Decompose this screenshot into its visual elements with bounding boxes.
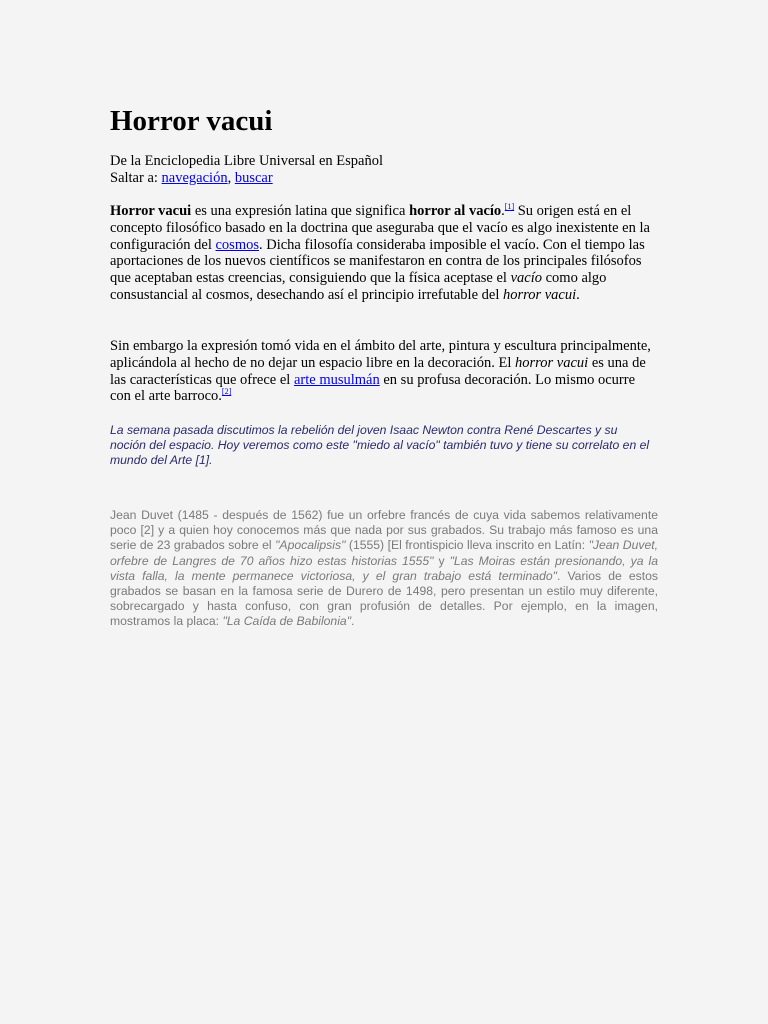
italic-quote: "Apocalipsis": [275, 538, 346, 553]
term-bold: Horror vacui: [110, 203, 192, 219]
duvet-paragraph: [110, 508, 658, 630]
italic-quote: "Las Moiras están presionando, ya la vista falla, la mente permanece victoriosa, y el gran trabajo está terminado": [110, 553, 658, 583]
reference-1: [505, 202, 514, 211]
text: .: [351, 614, 355, 629]
skip-search-link[interactable]: buscar: [234, 170, 273, 186]
text: (1555) [El frontispicio lleva inscrito en Latín:: [345, 538, 589, 553]
italic-note: La semana pasada discutimos la rebelión del joven Isaac Newton contra René Descartes y su noción del espacio. Hoy veremos como este "miedo al vacío" también tuvo y tiene su correlato en el mundo del Arte [1].: [110, 423, 650, 467]
text: en su profusa decoración. Lo mismo ocurre con el arte barroco.: [110, 371, 636, 405]
cosmos-link[interactable]: cosmos: [215, 236, 259, 253]
text: .: [576, 286, 580, 303]
translation-bold: horror al vacío: [409, 203, 502, 219]
reference-2: [222, 387, 231, 396]
italic-quote: "La Caída de Babilonia": [222, 614, 352, 629]
arte-musulman-link[interactable]: arte musulmán: [293, 371, 380, 388]
article-subheader: [110, 153, 670, 187]
art-paragraph: [110, 338, 655, 405]
skip-prefix: Saltar a:: [110, 170, 162, 186]
italic-term: horror vacui: [502, 286, 577, 303]
reference-1-link[interactable]: [1]: [504, 202, 515, 211]
italic-quote: "Jean Duvet, orfebre de Langres de 70 años hizo estas historias 1555": [110, 538, 659, 568]
text: . Dicha filosofía consideraba imposible el vacío. Con el tiempo las aportaciones de los nuevos científicos se manifestaron en contra de los principales filósofos que aceptaban estas creencias, consiguiendo que la física aceptase el: [110, 236, 645, 287]
text: es una de las características que ofrece el: [110, 354, 646, 388]
source-line: De la Enciclopedia Libre Universal en Español: [110, 153, 383, 169]
text: Su origen está en el concepto filosófico basado en la doctrina que aseguraba que el vacío es algo inexistente en la configuración del: [110, 203, 650, 253]
text: . Varios de estos grabados se basan en la famosa serie de Durero de 1498, pero presentan un estilo muy diferente, sobrecargado y hasta confuso, con gran profusión de detalles. Por ejemplo, en la imagen, mostramos la placa:: [110, 568, 658, 629]
article-title: Horror vacui: [110, 105, 273, 137]
skip-separator: ,: [227, 170, 235, 186]
reference-2-link[interactable]: [2]: [221, 387, 232, 397]
skip-navigation-link[interactable]: navegación: [161, 170, 228, 186]
intro-paragraph: [110, 203, 655, 304]
text: Jean Duvet (1485 - después de 1562) fue un orfebre francés de cuya vida sabemos relativamente poco [2] y a quien hoy conocemos más que nada por sus grabados. Su trabajo más famoso es una serie de 23 grabados sobre el: [110, 508, 658, 553]
text: .: [501, 203, 505, 219]
text: y: [433, 553, 450, 568]
text: es una expresión latina que significa: [191, 203, 410, 219]
italic-term: horror vacui: [515, 354, 589, 371]
italic-term: vacío: [510, 270, 542, 287]
text: Sin embargo la expresión tomó vida en el ámbito del arte, pintura y escultura principalmente, aplicándola al hecho de no dejar un espacio libre en la decoración. El: [110, 338, 651, 371]
text: como algo consustancial al cosmos, desechando así el principio irrefutable del: [110, 270, 607, 303]
